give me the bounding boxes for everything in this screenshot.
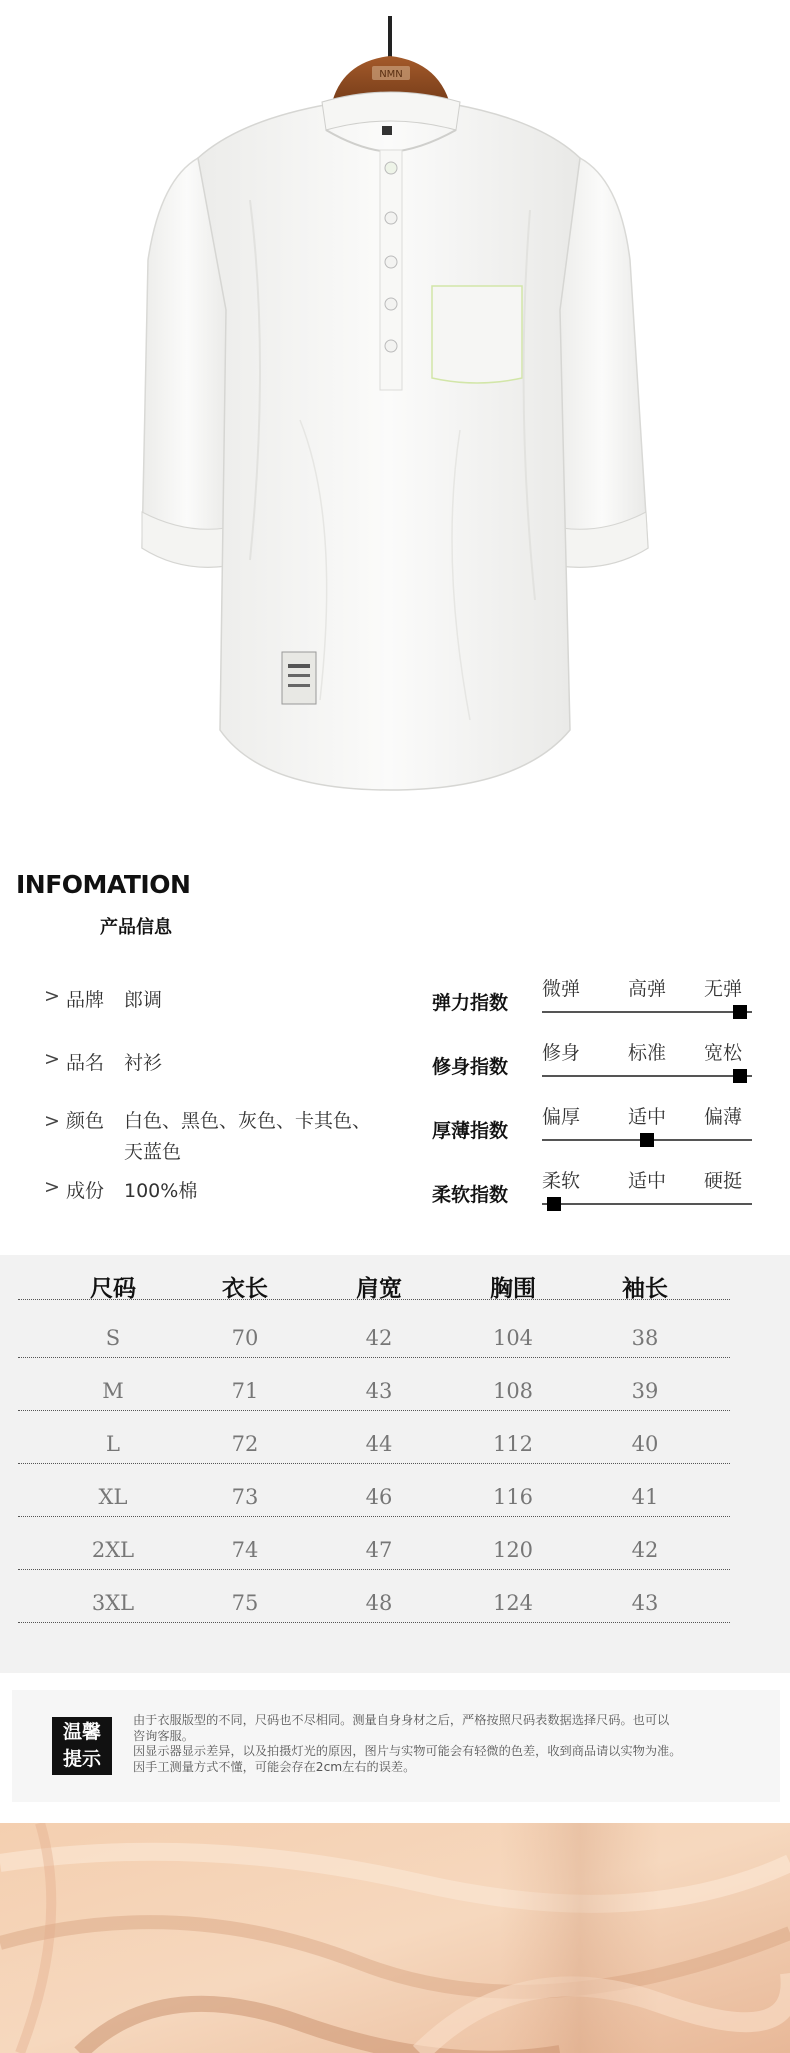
table-row bbox=[18, 1534, 730, 1570]
attr-composition bbox=[44, 1176, 424, 1207]
table-cell: S bbox=[105, 1326, 121, 1350]
index-name: 弹力指数 bbox=[432, 992, 509, 1014]
chevron-right-icon: > bbox=[44, 1176, 60, 1198]
notice-line: 由于衣服版型的不同，尺码也不尽相同。测量自身身材之后，严格按照尺码表数据选择尺码。也可以 bbox=[133, 1713, 670, 1727]
info-title: INFOMATION bbox=[16, 870, 191, 899]
index-level-high: 无弹 bbox=[704, 978, 743, 1000]
index-scale bbox=[542, 1075, 752, 1077]
notice-badge-line: 温馨 bbox=[62, 1721, 101, 1743]
attr-value bbox=[124, 1106, 424, 1168]
header-cell: 胸围 bbox=[490, 1276, 536, 1302]
index-marker bbox=[733, 1005, 747, 1019]
table-cell: M bbox=[102, 1379, 124, 1403]
header-cell: 袖长 bbox=[622, 1276, 668, 1302]
attr-product-name bbox=[44, 1048, 424, 1079]
index-scale bbox=[542, 1011, 752, 1013]
index-scale bbox=[542, 1203, 752, 1205]
chevron-right-icon: > bbox=[44, 985, 60, 1007]
header-cell: 衣长 bbox=[222, 1276, 268, 1302]
index-marker bbox=[547, 1197, 561, 1211]
index-level-mid: 适中 bbox=[628, 1106, 667, 1128]
index-level-low: 微弹 bbox=[542, 978, 581, 1000]
attr-value: 100%棉 bbox=[124, 1180, 198, 1202]
table-cell: 120 bbox=[492, 1538, 534, 1562]
table-cell: 2XL bbox=[91, 1538, 135, 1562]
index-level-mid: 标准 bbox=[628, 1042, 667, 1064]
hanger-logo: NMN bbox=[379, 69, 403, 80]
chevron-right-icon: > bbox=[44, 1048, 60, 1070]
attr-key: 品名 bbox=[66, 1052, 105, 1074]
table-row bbox=[18, 1322, 730, 1358]
table-cell: 74 bbox=[231, 1538, 259, 1562]
table-row bbox=[18, 1428, 730, 1464]
attr-value: 衬衫 bbox=[124, 1052, 163, 1074]
table-cell: 108 bbox=[492, 1379, 534, 1403]
header-cell: 尺码 bbox=[90, 1276, 136, 1302]
index-level-high: 宽松 bbox=[704, 1042, 743, 1064]
table-cell: XL bbox=[98, 1485, 128, 1509]
table-cell: 42 bbox=[631, 1538, 659, 1562]
notice-line: 因手工测量方式不懂，可能会存在2cm左右的误差。 bbox=[133, 1759, 416, 1774]
index-marker bbox=[640, 1133, 654, 1147]
index-softness bbox=[432, 1166, 762, 1216]
table-cell: 116 bbox=[492, 1485, 534, 1509]
attr-key: 颜色 bbox=[66, 1110, 105, 1132]
table-cell: 73 bbox=[231, 1485, 259, 1509]
index-level-low: 修身 bbox=[542, 1042, 581, 1064]
notice-line: 咨询客服。 bbox=[133, 1728, 194, 1743]
table-cell: 75 bbox=[231, 1591, 259, 1615]
table-row bbox=[18, 1481, 730, 1517]
index-name: 厚薄指数 bbox=[432, 1120, 509, 1142]
table-cell: 38 bbox=[631, 1326, 659, 1350]
info-subtitle: 产品信息 bbox=[100, 917, 172, 938]
table-cell: 70 bbox=[231, 1326, 259, 1350]
notice-badge-line: 提示 bbox=[62, 1748, 101, 1770]
index-level-mid: 高弹 bbox=[628, 978, 667, 1000]
index-level-high: 硬挺 bbox=[704, 1170, 743, 1192]
table-cell: 3XL bbox=[91, 1591, 135, 1615]
fabric-detail-photo bbox=[0, 1823, 790, 2053]
table-cell: 44 bbox=[365, 1432, 393, 1456]
index-level-high: 偏薄 bbox=[704, 1106, 743, 1128]
table-cell: 71 bbox=[231, 1379, 259, 1403]
index-elasticity bbox=[432, 974, 762, 1024]
table-cell: 46 bbox=[365, 1485, 393, 1509]
table-cell: 47 bbox=[365, 1538, 393, 1562]
table-cell: 42 bbox=[365, 1326, 393, 1350]
attr-colors bbox=[44, 1106, 424, 1168]
product-photo bbox=[0, 0, 790, 820]
table-cell: 43 bbox=[365, 1379, 393, 1403]
attr-value-line: 白色、黑色、灰色、卡其色、 bbox=[124, 1110, 372, 1132]
size-table-header bbox=[18, 1264, 730, 1300]
index-level-mid: 适中 bbox=[628, 1170, 667, 1192]
table-cell: L bbox=[106, 1432, 120, 1456]
index-fit bbox=[432, 1038, 762, 1088]
attr-value: 郎调 bbox=[124, 989, 163, 1011]
table-cell: 43 bbox=[631, 1591, 659, 1615]
notice-text bbox=[133, 1713, 763, 1775]
table-cell: 40 bbox=[631, 1432, 659, 1456]
attr-key: 成份 bbox=[66, 1180, 105, 1202]
index-name: 修身指数 bbox=[432, 1056, 509, 1078]
table-row bbox=[18, 1587, 730, 1623]
notice-badge bbox=[52, 1717, 112, 1775]
attr-value-line: 天蓝色 bbox=[124, 1141, 182, 1163]
index-level-low: 偏厚 bbox=[542, 1106, 581, 1128]
table-cell: 72 bbox=[231, 1432, 259, 1456]
chevron-right-icon: > bbox=[44, 1110, 60, 1132]
attr-brand bbox=[44, 985, 424, 1016]
table-cell: 104 bbox=[492, 1326, 534, 1350]
notice-line: 因显示器显示差异，以及拍摄灯光的原因，图片与实物可能会有轻微的色差，收到商品请以实物为准。 bbox=[133, 1744, 682, 1758]
table-cell: 41 bbox=[631, 1485, 659, 1509]
index-marker bbox=[733, 1069, 747, 1083]
table-cell: 48 bbox=[365, 1591, 393, 1615]
attr-key: 品牌 bbox=[66, 989, 105, 1011]
index-thickness bbox=[432, 1102, 762, 1152]
header-cell: 肩宽 bbox=[356, 1276, 402, 1302]
table-cell: 112 bbox=[492, 1432, 534, 1456]
index-name: 柔软指数 bbox=[432, 1184, 509, 1206]
index-level-low: 柔软 bbox=[542, 1170, 581, 1192]
table-cell: 39 bbox=[631, 1379, 659, 1403]
table-row bbox=[18, 1375, 730, 1411]
table-cell: 124 bbox=[492, 1591, 534, 1615]
